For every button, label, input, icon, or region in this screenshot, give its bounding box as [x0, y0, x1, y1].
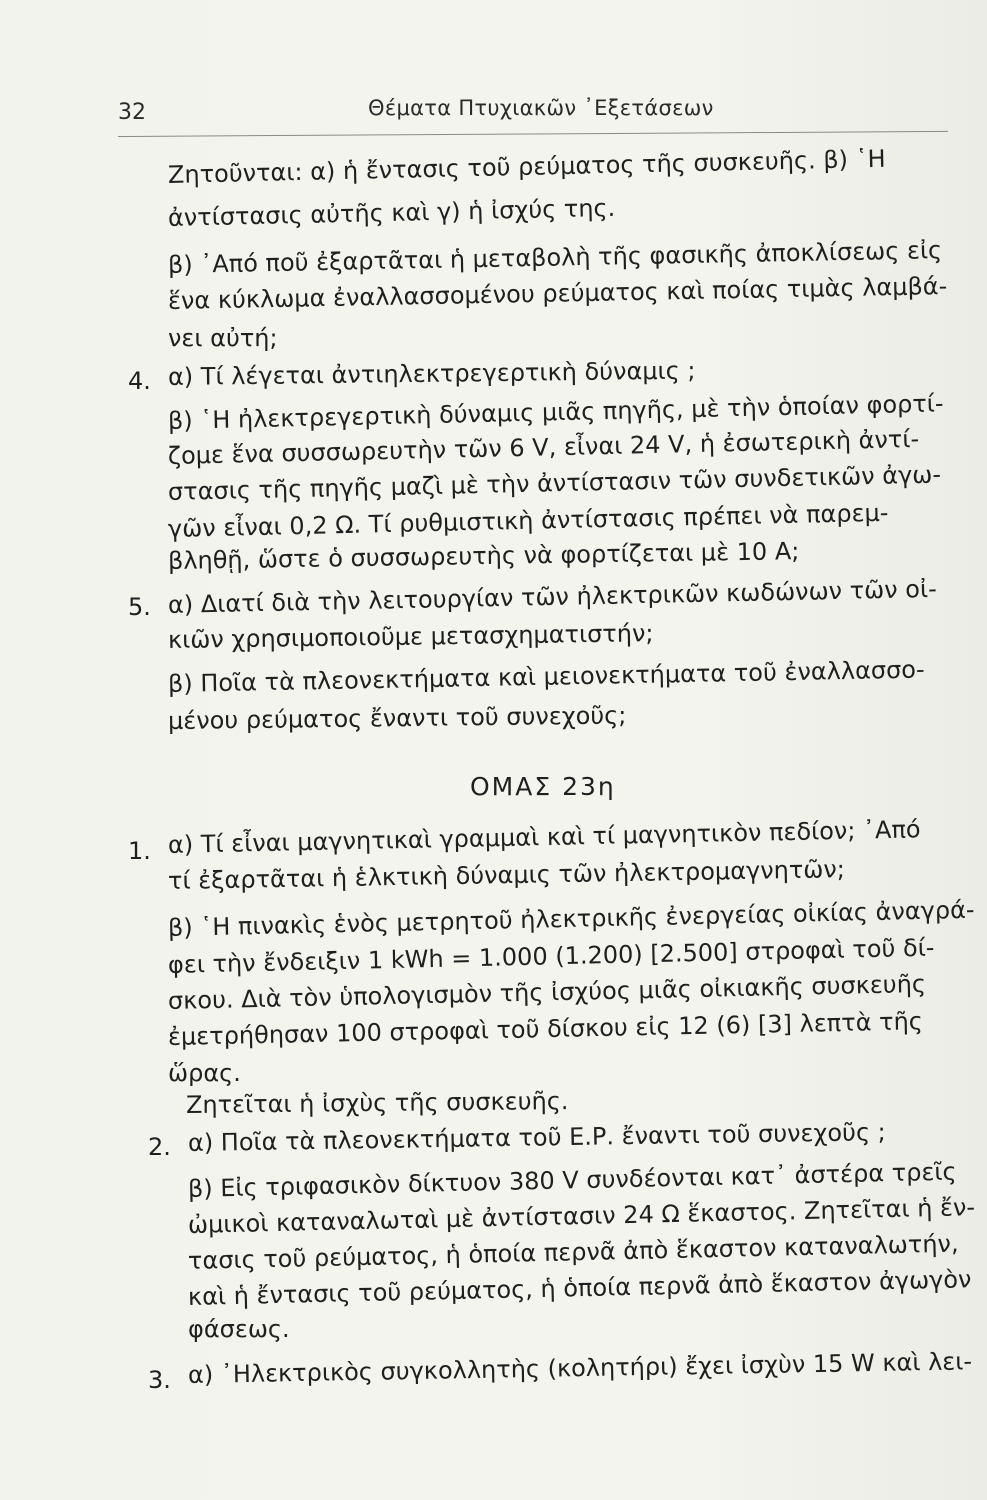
- text-line: β) ῾Η ἠλεκτρεγερτικὴ δύναμις μιᾶς πηγῆς, μὲ τὴν ὁποίαν φορτί-: [167, 389, 944, 435]
- text-line: β) ῾Η πινακὶς ἑνὸς μετρητοῦ ἠλεκτρικῆς ἐνεργείας οἰκίας ἀναγρά-: [167, 895, 975, 942]
- text-line: ὠμικοὶ καταναλωταὶ μὲ ἀντίστασιν 24 Ω ἕκαστος. Ζητεῖται ἡ ἔν-: [187, 1193, 976, 1239]
- text-line: Ζητεῖται ἡ ἰσχὺς τῆς συσκευῆς.: [185, 1086, 569, 1119]
- text-line: ὥρας.: [168, 1059, 241, 1087]
- text-line: α) Ποῖα τὰ πλεονεκτήματα τοῦ Ε.Ρ. ἔναντι τοῦ συνεχοῦς ;: [187, 1118, 886, 1157]
- text-line: α) Διατί διὰ τὴν λειτουργίαν τῶν ἠλεκτρικῶν κωδώνων τῶν οἰ-: [167, 574, 937, 619]
- item-number: 1.: [128, 837, 151, 865]
- text-line: τί ἐξαρτᾶται ἡ ἑλκτικὴ δύναμις τῶν ἠλεκτρομαγνητῶν;: [167, 855, 846, 895]
- text-line: β) Εἰς τριφασικὸν δίκτυον 380 V συνδέονται κατ᾿ ἀστέρα τρεῖς: [187, 1157, 957, 1203]
- text-line: α) Τί εἶναι μαγνητικαὶ γραμμαὶ καὶ τί μαγνητικὸν πεδίον; ᾿Από: [167, 815, 921, 859]
- text-line: ἀντίστασις αὐτῆς καὶ γ) ἡ ἰσχύς της.: [167, 193, 616, 232]
- text-line: μένου ρεύματος ἔναντι τοῦ συνεχοῦς;: [167, 701, 627, 735]
- text-line: βληθῇ, ὥστε ὁ συσσωρευτὴς νὰ φορτίζεται μὲ 10 Α;: [167, 537, 800, 575]
- page-number: 32: [118, 100, 146, 125]
- item-number: 4.: [128, 367, 151, 395]
- text-line: γῶν εἶναι 0,2 Ω. Τί ρυθμιστικὴ ἀντίστασις πρέπει νὰ παρεμ-: [167, 498, 889, 543]
- item-number: 5.: [128, 593, 151, 621]
- text-line: β) Ποῖα τὰ πλεονεκτήματα καὶ μειονεκτήματα τοῦ ἐναλλασσο-: [167, 655, 925, 698]
- text-line: β) ᾿Από ποῦ ἐξαρτᾶται ἡ μεταβολὴ τῆς φασικῆς ἀποκλίσεως εἰς: [167, 236, 943, 279]
- section-heading: ΟΜΑΣ 23η: [470, 772, 616, 801]
- text-line: α) ᾿Ηλεκτρικὸς συγκολλητὴς (κολητήρι) ἔχει ἰσχὺν 15 W καὶ λει-: [187, 1347, 973, 1389]
- page-header: [118, 96, 948, 136]
- text-line: κιῶν χρησιμοποιοῦμε μετασχηματιστήν;: [167, 619, 654, 654]
- text-line: ἐμετρήθησαν 100 στροφαὶ τοῦ δίσκου εἰς 12 (6) [3] λεπτὰ τῆς: [167, 1007, 924, 1051]
- text-line: ζομε ἕνα συσσωρευτὴν τῶν 6 V, εἶναι 24 V, ἡ ἐσωτερικὴ ἀντί-: [167, 424, 920, 470]
- text-line: σκου. Διὰ τὸν ὑπολογισμὸν τῆς ἰσχύος μιᾶς οἰκιακῆς συσκευῆς: [167, 969, 927, 1015]
- text-line: στασις τῆς πηγῆς μαζὶ μὲ τὴν ἀντίστασιν τῶν συνδετικῶν ἀγω-: [167, 460, 942, 506]
- text-line: νει αὐτή;: [168, 324, 278, 352]
- item-number: 3.: [148, 1366, 171, 1394]
- text-line: ἕνα κύκλωμα ἐναλλασσομένου ρεύματος καὶ ποίας τιμὰς λαμβά-: [167, 272, 948, 315]
- text-line: Ζητοῦνται: α) ἡ ἔντασις τοῦ ρεύματος τῆς συσκευῆς. β) ῾Η: [167, 144, 886, 189]
- text-line: τασις τοῦ ρεύματος, ἡ ὁποία περνᾶ ἀπὸ ἕκαστον καταναλωτήν,: [187, 1229, 959, 1275]
- text-line: καὶ ἡ ἔντασις τοῦ ρεύματος, ἡ ὁποία περνᾶ ἀπὸ ἕκαστον ἀγωγὸν: [187, 1265, 972, 1311]
- text-line: φει τὴν ἔνδειξιν 1 kWh = 1.000 (1.200) [2.500] στροφαὶ τοῦ δί-: [167, 933, 935, 979]
- text-line: α) Τί λέγεται ἀντιηλεκτρεγερτικὴ δύναμις ;: [167, 356, 696, 391]
- text-line: φάσεως.: [188, 1315, 290, 1343]
- item-number: 2.: [148, 1133, 171, 1161]
- running-title: Θέματα Πτυχιακῶν ᾿Εξετάσεων: [368, 96, 714, 120]
